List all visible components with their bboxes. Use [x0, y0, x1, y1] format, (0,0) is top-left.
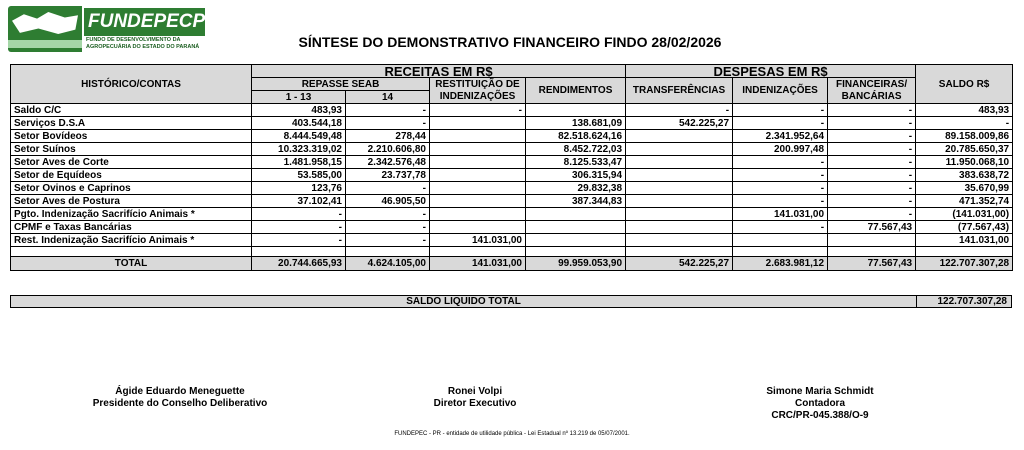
row-value: - [252, 221, 346, 234]
row-value: 8.125.533,47 [526, 156, 626, 169]
spacer-row [11, 247, 1013, 257]
row-value: 471.352,74 [916, 195, 1013, 208]
row-value [430, 169, 526, 182]
row-value: 46.905,50 [346, 195, 430, 208]
header-financeiras: FINANCEIRAS/ BANCÁRIAS [828, 78, 916, 104]
header-historico: HISTÓRICO/CONTAS [11, 65, 252, 104]
row-label: Rest. Indenização Sacrifício Animais * [11, 234, 252, 247]
row-value: 2.342.576,48 [346, 156, 430, 169]
row-value: - [346, 208, 430, 221]
row-value: 23.737,78 [346, 169, 430, 182]
row-value: 29.832,38 [526, 182, 626, 195]
row-label: Saldo C/C [11, 104, 252, 117]
row-value [526, 234, 626, 247]
row-value [526, 221, 626, 234]
row-value: 542.225,27 [626, 257, 733, 271]
row-value: 99.959.053,90 [526, 257, 626, 271]
row-value [430, 130, 526, 143]
row-value: 138.681,09 [526, 117, 626, 130]
row-label: Pgto. Indenização Sacrifício Animais * [11, 208, 252, 221]
row-value [626, 234, 733, 247]
header-indenizacoes: INDENIZAÇÕES [733, 78, 828, 104]
row-value: 20.744.665,93 [252, 257, 346, 271]
row-value [430, 156, 526, 169]
row-value: - [828, 182, 916, 195]
row-value: - [346, 117, 430, 130]
row-value [626, 156, 733, 169]
row-value: 483,93 [252, 104, 346, 117]
row-value: 53.585,00 [252, 169, 346, 182]
table-row [11, 143, 1013, 156]
row-value [526, 104, 626, 117]
row-value: - [346, 182, 430, 195]
row-value [626, 130, 733, 143]
footer-note: FUNDEPEC - PR - entidade de utilidade pública - Lei Estadual nº 13.219 de 05/07/2001. [394, 431, 630, 437]
row-value: - [733, 195, 828, 208]
row-value: 89.158.009,86 [916, 130, 1013, 143]
row-value: 82.518.624,16 [526, 130, 626, 143]
header-despesas: DESPESAS EM R$ [626, 65, 916, 78]
row-value: 200.997,48 [733, 143, 828, 156]
row-value [526, 208, 626, 221]
row-value [626, 182, 733, 195]
row-value: - [733, 182, 828, 195]
row-value: - [346, 104, 430, 117]
row-value: 8.444.549,48 [252, 130, 346, 143]
row-value: 387.344,83 [526, 195, 626, 208]
row-value: 122.707.307,28 [916, 257, 1013, 271]
table-row [11, 195, 1013, 208]
header-saldo: SALDO R$ [916, 65, 1013, 104]
row-value [430, 221, 526, 234]
row-value: - [252, 234, 346, 247]
table-row [11, 156, 1013, 169]
row-value: - [828, 117, 916, 130]
row-value [733, 234, 828, 247]
row-value: - [828, 169, 916, 182]
row-value: 141.031,00 [733, 208, 828, 221]
logo-subtitle: FUNDO DE DESENVOLVIMENTO DA AGROPECUÁRIA DO ESTADO DO PARANÁ [86, 37, 200, 50]
row-value: - [733, 169, 828, 182]
total-row [11, 257, 1013, 271]
table-row [11, 182, 1013, 195]
row-value: - [733, 117, 828, 130]
row-label: Setor Suínos [11, 143, 252, 156]
row-value: 141.031,00 [430, 234, 526, 247]
row-label: Serviços D.S.A [11, 117, 252, 130]
row-label: Setor Ovinos e Caprinos [11, 182, 252, 195]
row-value: 483,93 [916, 104, 1013, 117]
row-value [626, 208, 733, 221]
header-restituicao: RESTITUIÇÃO DE INDENIZAÇÕES [430, 78, 526, 104]
row-value: 11.950.068,10 [916, 156, 1013, 169]
row-value: 10.323.319,02 [252, 143, 346, 156]
row-value: 403.544,18 [252, 117, 346, 130]
row-value: 383.638,72 [916, 169, 1013, 182]
row-value: 37.102,41 [252, 195, 346, 208]
row-value [626, 143, 733, 156]
row-value: 278,44 [346, 130, 430, 143]
row-value: - [626, 104, 733, 117]
row-value [430, 195, 526, 208]
signature-president: Ágide Eduardo Meneguette Presidente do Conselho Deliberativo [92, 386, 268, 409]
row-label: Setor Aves de Corte [11, 156, 252, 169]
empty-cell [916, 247, 1013, 257]
table-row [11, 208, 1013, 221]
empty-cell [346, 247, 430, 257]
table-row [11, 221, 1013, 234]
row-value: 2.341.952,64 [733, 130, 828, 143]
logo-name: FUNDEPECPR [84, 8, 205, 36]
table-row [11, 130, 1013, 143]
row-label: Setor de Equídeos [11, 169, 252, 182]
header-repasse: REPASSE SEAB [252, 78, 430, 91]
row-label: TOTAL [11, 257, 252, 271]
empty-cell [828, 247, 916, 257]
row-value: 123,76 [252, 182, 346, 195]
header-rendimentos: RENDIMENTOS [526, 78, 626, 104]
row-value: - [828, 156, 916, 169]
row-value: - [252, 208, 346, 221]
row-value: 2.210.606,80 [346, 143, 430, 156]
row-value: 306.315,94 [526, 169, 626, 182]
row-value: - [916, 117, 1013, 130]
row-value: 141.031,00 [916, 234, 1013, 247]
row-value: 35.670,99 [916, 182, 1013, 195]
row-value: 8.452.722,03 [526, 143, 626, 156]
header-repasse-14: 14 [346, 91, 430, 104]
row-value [626, 195, 733, 208]
financial-table [10, 64, 1013, 271]
row-value: 1.481.958,15 [252, 156, 346, 169]
saldo-liquido-label: SALDO LIQUIDO TOTAL [11, 296, 917, 307]
saldo-liquido-value: 122.707.307,28 [937, 296, 1007, 307]
row-value: - [828, 208, 916, 221]
row-value: 77.567,43 [828, 221, 916, 234]
row-value: 77.567,43 [828, 257, 916, 271]
row-value [430, 117, 526, 130]
saldo-liquido-bar [10, 295, 1012, 308]
row-value [626, 221, 733, 234]
table-row [11, 234, 1013, 247]
row-label: Setor Aves de Postura [11, 195, 252, 208]
row-value: - [346, 221, 430, 234]
row-value: - [828, 104, 916, 117]
row-value: - [733, 221, 828, 234]
row-value: (141.031,00) [916, 208, 1013, 221]
row-value [430, 182, 526, 195]
empty-cell [252, 247, 346, 257]
row-value [430, 208, 526, 221]
header-repasse-1-13: 1 - 13 [252, 91, 346, 104]
row-value: - [733, 104, 828, 117]
row-value: - [828, 130, 916, 143]
row-value: 542.225,27 [626, 117, 733, 130]
table-row [11, 117, 1013, 130]
row-value: - [828, 195, 916, 208]
table-row [11, 169, 1013, 182]
header-receitas: RECEITAS EM R$ [252, 65, 626, 78]
empty-cell [733, 247, 828, 257]
signature-director: Ronei Volpi Diretor Executivo [433, 386, 517, 409]
row-value: 4.624.105,00 [346, 257, 430, 271]
row-value: - [733, 156, 828, 169]
row-value [430, 143, 526, 156]
row-value [828, 234, 916, 247]
row-value [626, 169, 733, 182]
page-title: SÍNTESE DO DEMONSTRATIVO FINANCEIRO FINDO 28/02/2026 [298, 34, 722, 50]
row-value: (77.567,43) [916, 221, 1013, 234]
signature-accountant: Simone Maria Schmidt Contadora CRC/PR-045.388/O-9 [766, 386, 874, 421]
row-value: - [430, 104, 526, 117]
row-label: CPMF e Taxas Bancárias [11, 221, 252, 234]
row-value: 20.785.650,37 [916, 143, 1013, 156]
header-transferencias: TRANSFERÊNCIAS [626, 78, 733, 104]
row-value: 2.683.981,12 [733, 257, 828, 271]
table-row [11, 104, 1013, 117]
empty-cell [430, 247, 526, 257]
row-value: - [346, 234, 430, 247]
empty-cell [626, 247, 733, 257]
empty-cell [526, 247, 626, 257]
row-value: 141.031,00 [430, 257, 526, 271]
row-label: Setor Bovídeos [11, 130, 252, 143]
row-value: - [828, 143, 916, 156]
empty-cell [11, 247, 252, 257]
